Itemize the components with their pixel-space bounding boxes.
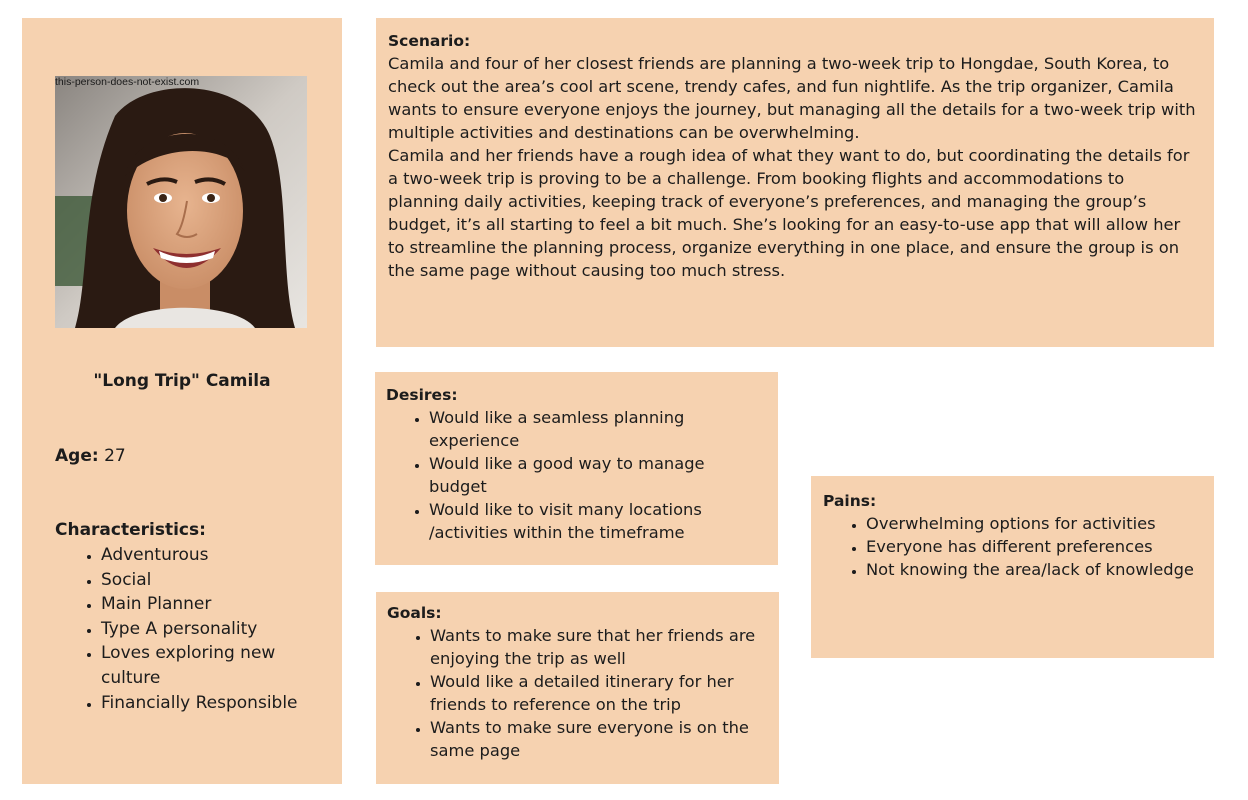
scenario-card [376, 18, 1214, 347]
goals-list [387, 624, 765, 762]
persona-photo [55, 76, 307, 328]
goals-heading-label: Goals [387, 604, 436, 622]
scenario-paragraph: Camila and her friends have a rough idea of what they want to do, but coordinating the details for a two-week trip is proving to be a challenge. From booking flights and accommodations to planning daily activities, keeping track of everyone’s preferences, and managing the group’s budget, it’s all starting to feel a bit much. She’s looking for an easy-to-use app that will allow her to streamline the planning process, organize everything in one place, and ensure the group is on the same page without causing too much stress. [388, 146, 1190, 280]
age-line [55, 446, 126, 466]
scenario-paragraph: Camila and four of her closest friends are planning a two-week trip to Hongdae, South Korea, to check out the area’s cool art scene, trendy cafes, and fun nightlife. As the trip organizer, Camila wants to ensure everyone enjoys the journey, but managing all the details for a two-week trip with multiple activities and destinations can be overwhelming. [388, 54, 1196, 142]
characteristic-item: • Adventurous [101, 543, 325, 568]
age-value: 27 [104, 446, 126, 466]
portrait-illustration [55, 76, 307, 328]
characteristic-item: • Main Planner [101, 592, 325, 617]
photo-watermark: this-person-does-not-exist.com [55, 76, 200, 88]
desire-item: • Would like a good way to manage budget [429, 452, 764, 498]
goal-item: • Wants to make sure everyone is on the same page [430, 716, 765, 762]
age-label: Age: [55, 446, 99, 466]
scenario-heading: Scenario: [388, 32, 471, 50]
goals-heading [387, 602, 765, 624]
pains-heading-label: Pains [823, 492, 870, 510]
goals-card [376, 592, 779, 784]
desires-heading-label: Desires [386, 386, 452, 404]
desires-list [386, 406, 764, 544]
desires-heading [386, 384, 764, 406]
pain-item: • Overwhelming options for activities [866, 512, 1200, 535]
goal-item: • Wants to make sure that her friends are enjoying the trip as well [430, 624, 765, 670]
characteristics-heading: Characteristics: [55, 520, 206, 540]
characteristic-item: • Financially Responsible [101, 691, 325, 716]
characteristic-item: • Loves exploring new culture [101, 641, 325, 690]
pains-heading-colon: : [869, 492, 877, 510]
persona-profile-card [22, 18, 342, 784]
persona-name: "Long Trip" Camila [93, 371, 271, 391]
pains-list [823, 512, 1200, 581]
characteristics-list [55, 543, 325, 715]
pain-item: • Everyone has different preferences [866, 535, 1200, 558]
characteristic-item: • Type A personality [101, 617, 325, 642]
desire-item: • Would like to visit many locations /activities within the timeframe [429, 498, 764, 544]
pain-item: • Not knowing the area/lack of knowledge [866, 558, 1200, 581]
desire-item: • Would like a seamless planning experience [429, 406, 764, 452]
desires-heading-colon: : [451, 386, 458, 404]
pains-heading [823, 490, 1200, 512]
goal-item: • Would like a detailed itinerary for her friends to reference on the trip [430, 670, 765, 716]
goals-heading-colon: : [435, 604, 442, 622]
characteristic-item: • Social [101, 568, 325, 593]
desires-card [375, 372, 778, 565]
pains-card [811, 476, 1214, 658]
